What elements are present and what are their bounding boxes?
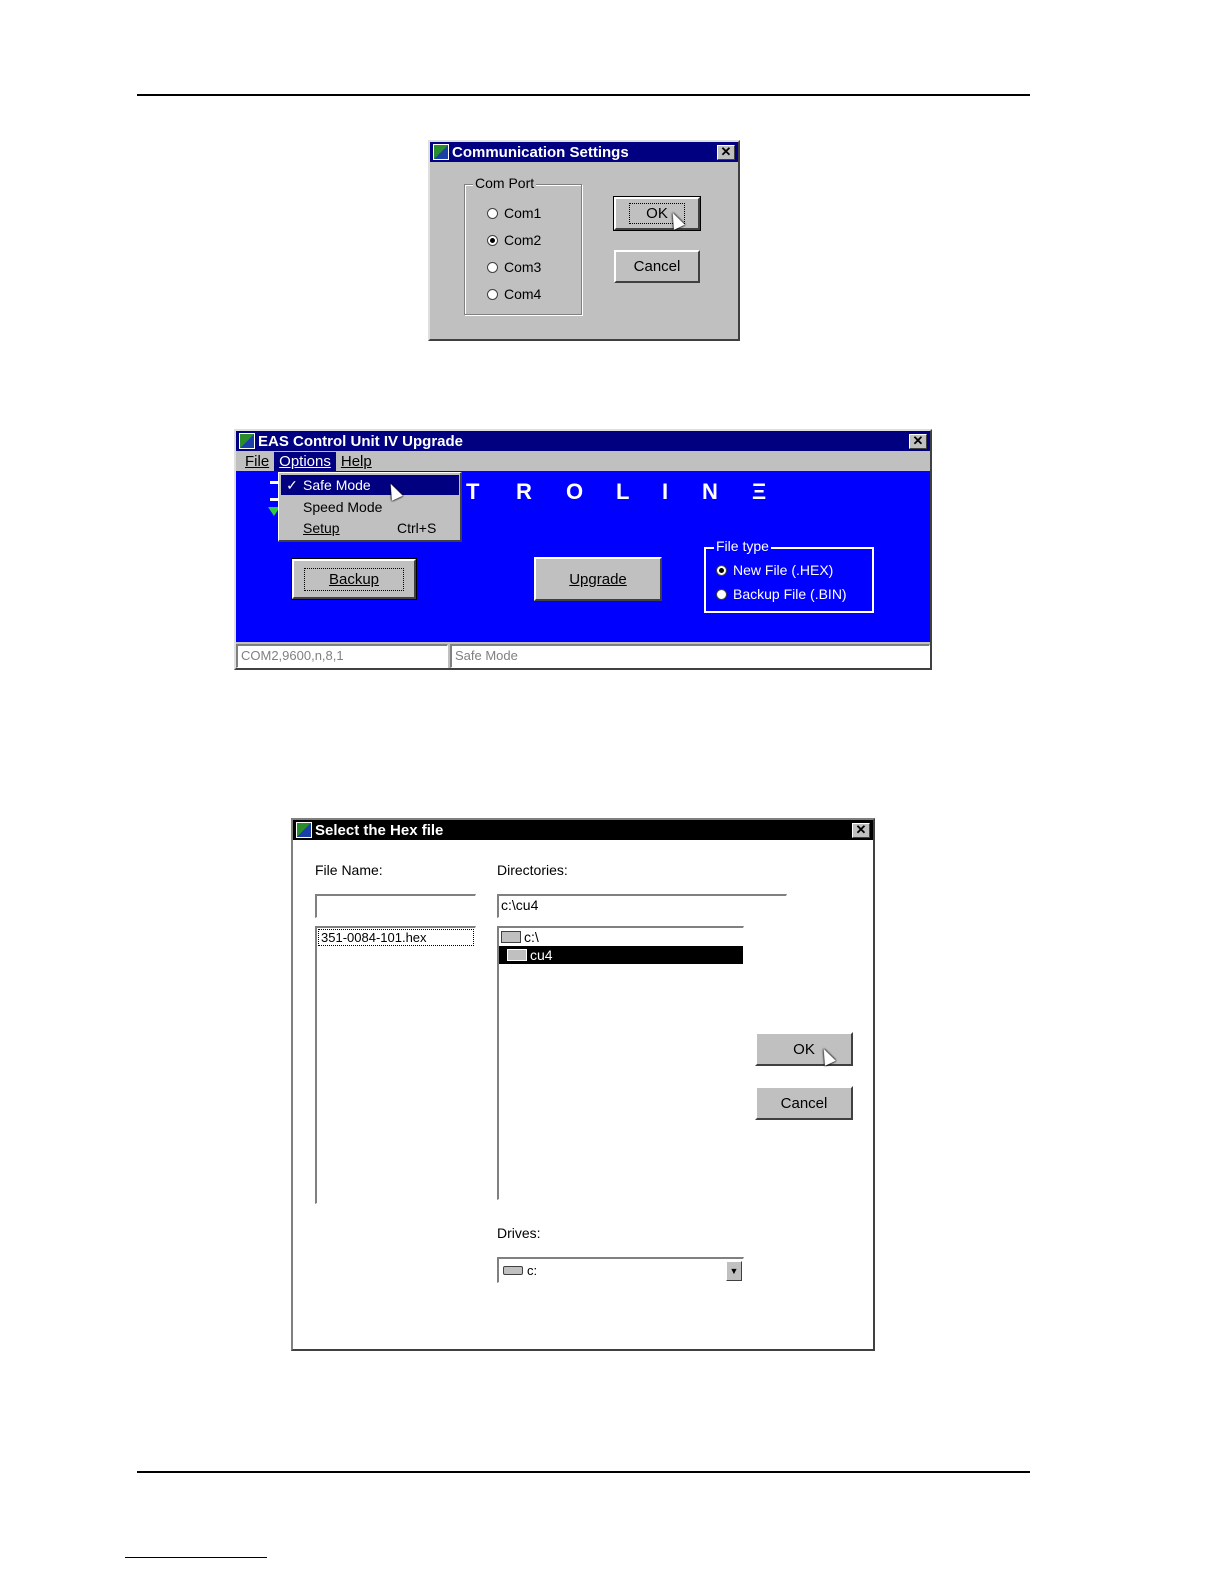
directory-label: cu4 [530,947,553,963]
radio-label: New File (.HEX) [733,562,834,578]
file-list-item[interactable] [318,929,474,946]
title-bar [430,142,738,162]
directory-path-field [497,894,787,918]
ok-button[interactable] [755,1032,853,1066]
backup-label: Backup [304,568,404,591]
com-port-label: Com Port [475,175,535,191]
menu-item-shortcut: Ctrl+S [397,520,437,536]
cancel-label: Cancel [780,1094,828,1112]
footer-underline [125,1557,267,1558]
upgrade-window [234,429,932,670]
menu-item-label: Setup [303,520,340,536]
radio-icon [716,589,727,600]
menu-item-label: Speed Mode [303,499,383,515]
top-rule [137,94,1030,96]
window-title: EAS Control Unit IV Upgrade [258,432,464,450]
radio-icon [487,208,498,219]
menu-item-speed-mode[interactable] [281,497,459,517]
menu-item-safe-mode[interactable] [281,475,459,495]
logo-letter: Ξ [752,479,767,504]
upgrade-label: Upgrade [569,570,627,588]
title-bar [236,431,930,451]
ok-label: OK [793,1040,815,1058]
title-bar [293,820,873,840]
logo-letter: O [566,479,584,504]
app-icon [296,822,312,838]
drive-value: c: [527,1263,538,1278]
close-icon[interactable]: ✕ [717,145,735,160]
cancel-button[interactable] [614,250,700,283]
logo-letter: I [662,479,669,504]
file-name-input[interactable] [315,894,476,918]
menu-item-label: Safe Mode [303,477,371,493]
com-port-group [464,175,582,315]
status-mode-text: Safe Mode [455,648,518,663]
hard-drive-icon [503,1266,523,1275]
backup-button[interactable] [292,559,416,599]
menu-help-label: Help [340,452,372,470]
directories-label: Directories: [497,862,568,878]
open-folder-icon [507,949,527,961]
radio-label: Com4 [504,286,542,302]
cancel-button[interactable] [755,1086,853,1120]
chevron-down-icon[interactable]: ▼ [726,1261,742,1281]
radio-label: Com1 [504,205,542,221]
file-list[interactable] [315,926,476,1204]
radio-com2[interactable] [487,232,541,248]
logo-bar-icon [270,481,278,501]
directory-list[interactable] [497,926,744,1200]
logo-letter: R [516,479,532,504]
select-hex-file-dialog [291,818,875,1351]
radio-icon [487,289,498,300]
upgrade-button[interactable] [534,557,662,601]
radio-selected-icon [487,235,498,246]
directory-label: c:\ [524,929,539,945]
status-mode [450,644,930,668]
close-icon[interactable]: ✕ [909,434,927,449]
app-icon [433,144,449,160]
radio-backup-file[interactable] [716,586,847,602]
menu-help[interactable] [336,452,377,471]
radio-icon [487,262,498,273]
radio-new-file[interactable] [716,562,833,578]
status-bar [236,644,930,668]
app-icon [239,433,255,449]
menu-file-label: File [245,452,270,470]
menu-file[interactable] [240,452,274,471]
radio-com1[interactable] [487,205,541,221]
radio-label: Com3 [504,259,542,275]
communication-settings-dialog [428,140,740,341]
radio-com3[interactable] [487,259,541,275]
logo-letter: L [616,479,630,504]
bottom-rule [137,1471,1030,1473]
directory-item-root[interactable] [499,928,743,946]
dialog-title: Select the Hex file [315,821,444,839]
menu-bar [236,451,930,471]
radio-label: Com2 [504,232,542,248]
close-icon[interactable]: ✕ [852,823,870,838]
dialog-title: Communication Settings [452,143,629,161]
file-type-label: File type [716,538,769,554]
status-port-text: COM2,9600,n,8,1 [241,648,344,663]
check-icon: ✓ [286,476,298,493]
open-folder-icon [501,931,521,943]
logo-letter: T [466,479,480,504]
menu-options-label: Options [279,452,331,470]
drives-select[interactable] [497,1257,744,1283]
radio-com4[interactable] [487,286,541,302]
options-menu [278,472,462,542]
file-type-group [704,538,874,613]
radio-selected-icon [716,565,727,576]
menu-item-setup[interactable] [281,518,459,538]
radio-label: Backup File (.BIN) [733,586,847,602]
file-name-label: File Name: [315,862,383,878]
directory-path-text: c:\cu4 [501,897,539,913]
ok-label: OK [629,203,685,224]
menu-options[interactable] [274,452,336,471]
cancel-label: Cancel [633,258,681,275]
directory-item-cu4[interactable] [499,946,743,964]
logo-wordmark [466,479,782,505]
ok-button[interactable] [614,197,700,230]
status-port [236,644,448,668]
logo-letter: N [702,479,718,504]
drives-label: Drives: [497,1225,541,1241]
file-name-text: 351-0084-101.hex [321,930,427,945]
